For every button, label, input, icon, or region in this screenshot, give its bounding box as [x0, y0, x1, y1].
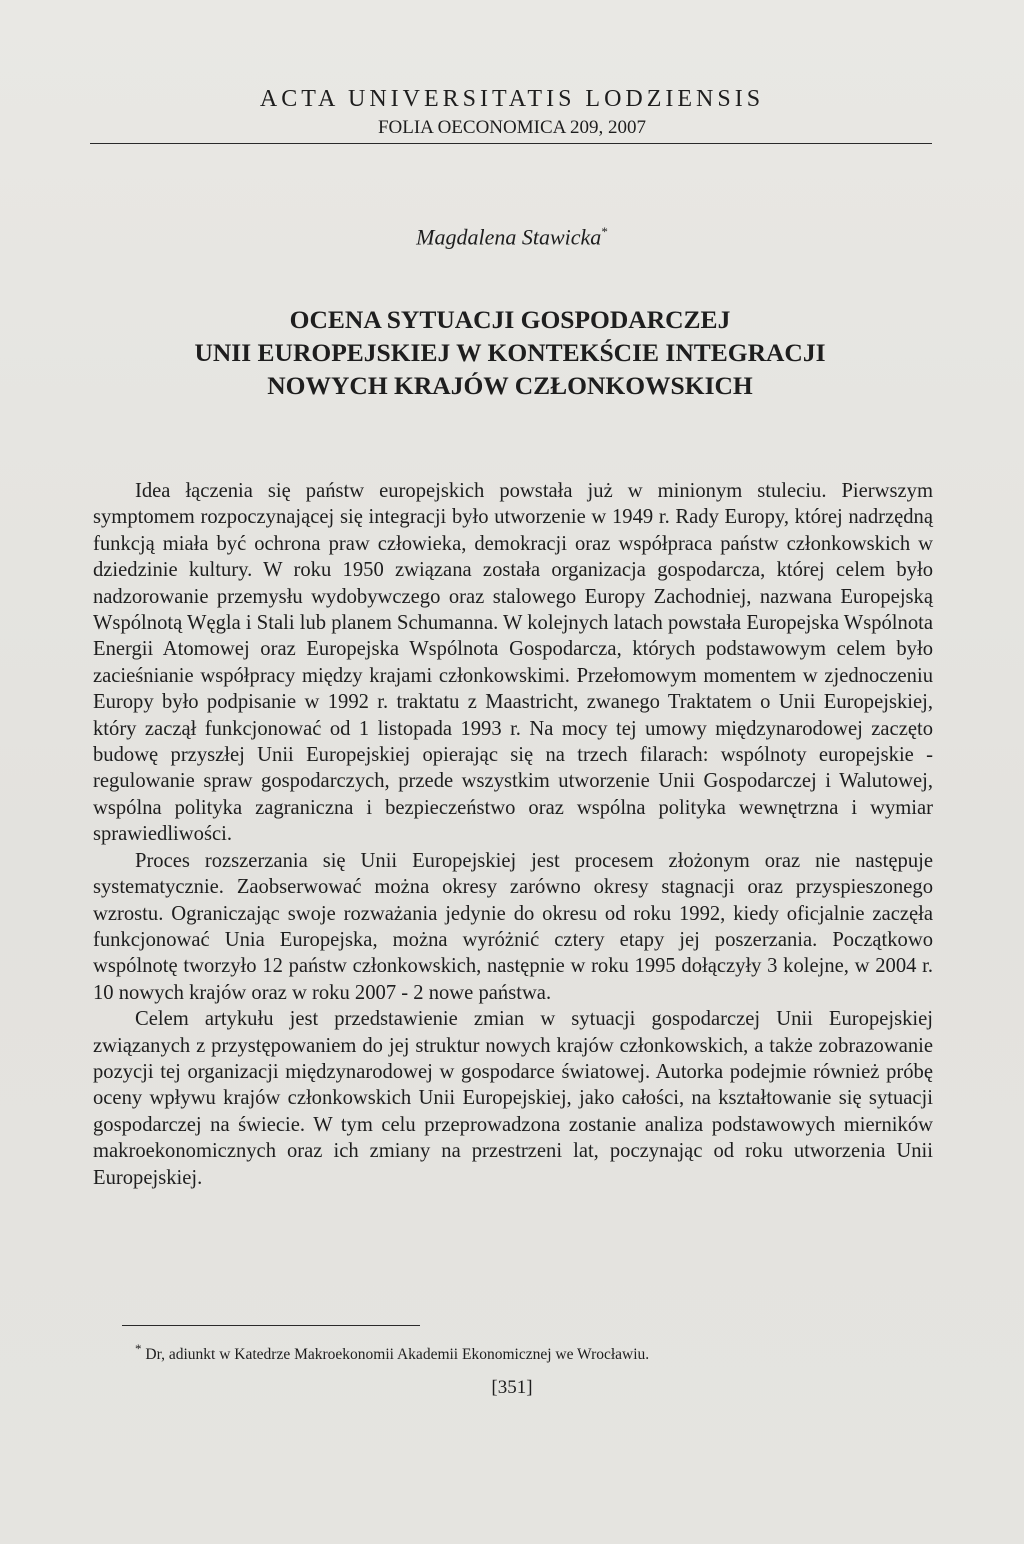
author-footnote-mark: *: [601, 224, 608, 239]
footnote-text: Dr, adiunkt w Katedrze Makroekonomii Akademii Ekonomicznej we Wrocławiu.: [145, 1346, 650, 1364]
footnote-rule: [122, 1325, 420, 1326]
body-paragraph: Proces rozszerzania się Unii Europejskiej jest procesem złożonym oraz nie następuje systematycznie. Zaobserwować można okresy zarówno okresy stagnacji oraz przyspieszonego wzrostu. Ograniczając swoje rozważania jedynie do okresu od roku 1992, kiedy oficjalnie zaczęła funkcjonować Unia Europejska, można wyróżnić cztery etapy jej poszerzania. Początkowo wspólnotę tworzyło 12 państw członkowskich, następnie w roku 1995 dołączyły 3 kolejne, w 2004 r. 10 nowych krajów oraz w roku 2007 - 2 nowe państwa.: [93, 849, 933, 1004]
author-line: [0, 218, 1024, 251]
article-title-line: UNII EUROPEJSKIEJ W KONTEKŚCIE INTEGRACJI: [194, 338, 826, 367]
footnote: [135, 1339, 649, 1365]
body-paragraph: Idea łączenia się państw europejskich powstała już w minionym stuleciu. Pierwszym symptomem rozpoczynającej się integracji było utworzenie w 1949 r. Rady Europy, której nadrzędną funkcją miała być ochrona praw człowieka, demokracji oraz współpraca państw członkowskich w dziedzinie kultury. W roku 1950 związana została organizacja gospodarcza, której celem było nadzorowanie przemysłu wydobywczego oraz stalowego Europy Zachodniej, nazwana Europejską Wspólnotą Węgla i Stali lub planem Schumanna. W kolejnych latach powstała Europejska Wspólnota Energii Atomowej oraz Europejska Wspólnota Gospodarcza, których podstawowym celem było zacieśnianie współpracy między krajami członkowskimi. Przełomowym momentem w zjednoczeniu Europy było podpisanie w 1992 r. traktatu z Maastricht, zwanego Traktatem o Unii Europejskiej, który zaczął funkcjonować od 1 listopada 1993 r. Na mocy tej umowy międzynarodowej zaczęto budowę przyszłej Unii Europejskiej opierając się na trzech filarach: wspólnoty europejskie - regulowanie spraw gospodarczych, przede wszystkim utworzenie Unii Gospodarczej i Walutowej, wspólna polityka zagraniczna i bezpieczeństwo oraz wspólna polityka wewnętrzna i wymiar sprawiedliwości.: [93, 480, 933, 846]
footnote-mark: *: [135, 1341, 142, 1356]
journal-series: FOLIA OECONOMICA 209, 2007: [377, 117, 647, 138]
journal-title: ACTA UNIVERSITATIS LODZIENSIS: [259, 86, 765, 112]
header-rule: [90, 143, 932, 144]
author-name: Magdalena Stawicka: [416, 224, 602, 250]
article-body: [93, 478, 933, 1191]
article-title-line: OCENA SYTUACJI GOSPODARCZEJ: [289, 305, 731, 334]
article-title-line: NOWYCH KRAJÓW CZŁONKOWSKICH: [267, 371, 753, 400]
body-paragraph: Celem artykułu jest przedstawienie zmian w sytuacji gospodarczej Unii Europejskiej związanych z przystępowaniem do jej struktur nowych krajów członkowskich, a także zobrazowanie pozycji tej organizacji międzynarodowej w gospodarce światowej. Autorka podejmie również próbę oceny wpływu krajów członkowskich Unii Europejskiej, jako całości, na kształtowanie się sytuacji gospodarczej na świecie. W tym celu przeprowadzona zostanie analiza podstawowych mierników makroekonomicznych oraz ich zmiany na przestrzeni lat, poczynając od roku utworzenia Unii Europejskiej.: [93, 1008, 933, 1189]
page-number: [351]: [491, 1377, 533, 1398]
article-title: [90, 303, 930, 402]
